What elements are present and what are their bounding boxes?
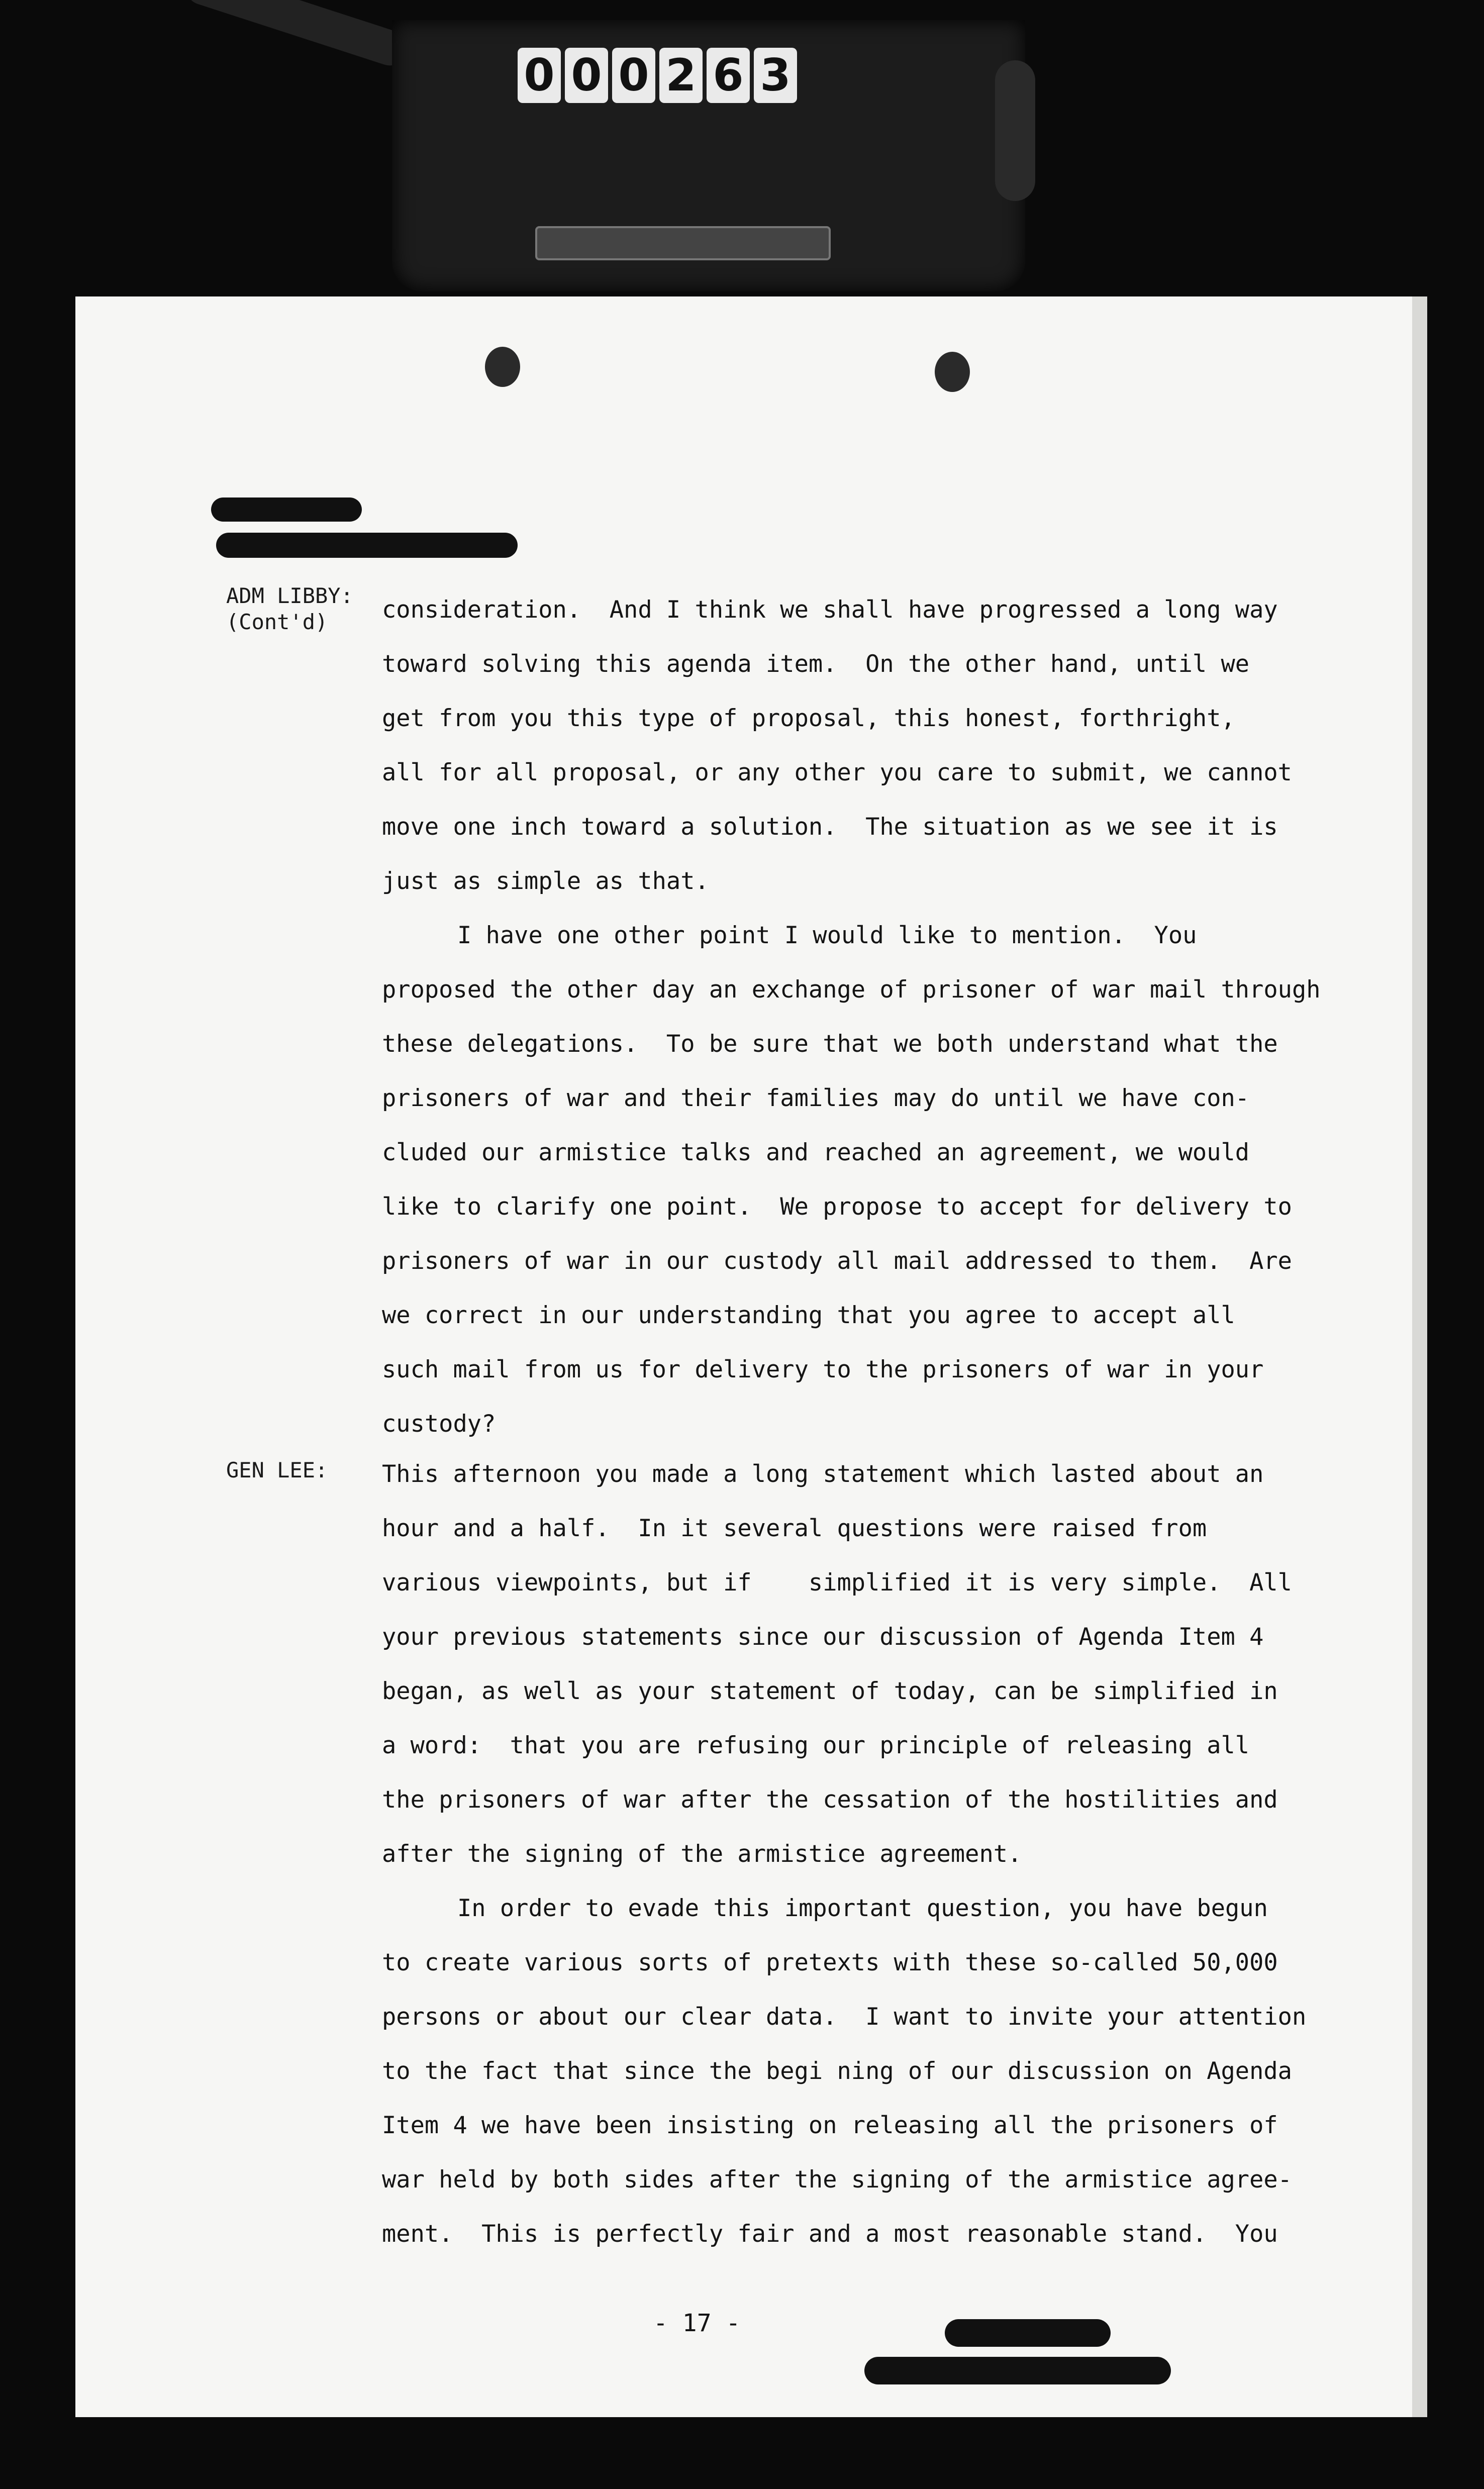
speaker-label-adm-libby: ADM LIBBY: (Cont'd) bbox=[226, 583, 353, 634]
redaction-bar bbox=[864, 2357, 1171, 2384]
text-line: various viewpoints, but if simplified it is very simple. All bbox=[382, 1569, 1292, 1597]
text-line: custody? bbox=[382, 1410, 496, 1438]
redaction-bar bbox=[216, 533, 518, 558]
redaction-bar bbox=[945, 2319, 1111, 2347]
text-line: began, as well as your statement of today, can be simplified in bbox=[382, 1677, 1278, 1705]
counter-label-slot bbox=[535, 226, 831, 260]
text-line: a word: that you are refusing our principle of releasing all bbox=[382, 1732, 1250, 1759]
text-line: I have one other point I would like to mention. You bbox=[457, 922, 1197, 949]
text-line: proposed the other day an exchange of prisoner of war mail through bbox=[382, 976, 1321, 1004]
counter-digit: 0 bbox=[565, 48, 608, 103]
paragraph bbox=[382, 1447, 1317, 1881]
speech-adm-libby bbox=[382, 583, 1321, 1451]
text-line: like to clarify one point. We propose to accept for delivery to bbox=[382, 1193, 1292, 1221]
punch-hole bbox=[485, 347, 520, 387]
text-line: prisoners of war in our custody all mail addressed to them. Are bbox=[382, 1247, 1292, 1275]
text-line: toward solving this agenda item. On the other hand, until we bbox=[382, 650, 1250, 678]
speaker-label-gen-lee: GEN LEE: bbox=[226, 1458, 328, 1482]
counter-digit: 0 bbox=[518, 48, 561, 103]
text-line: all for all proposal, or any other you care to submit, we cannot bbox=[382, 759, 1292, 786]
text-line: to the fact that since the begi ning of our discussion on Agenda bbox=[382, 2057, 1292, 2085]
paragraph bbox=[382, 583, 1317, 909]
text-line: ment. This is perfectly fair and a most reasonable stand. You bbox=[382, 2220, 1278, 2248]
text-line: prisoners of war and their families may do until we have con- bbox=[382, 1084, 1250, 1112]
counter-cable bbox=[181, 0, 412, 70]
counter-digit: 6 bbox=[707, 48, 750, 103]
counter-digit: 3 bbox=[754, 48, 797, 103]
text-line: such mail from us for delivery to the prisoners of war in your bbox=[382, 1356, 1264, 1383]
text-line: your previous statements since our discussion of Agenda Item 4 bbox=[382, 1623, 1264, 1651]
page-number: - 17 - bbox=[653, 2309, 741, 2337]
paragraph bbox=[382, 909, 1321, 1451]
paragraph bbox=[382, 1881, 1317, 2261]
frame-counter-digits bbox=[518, 48, 797, 103]
text-line: move one inch toward a solution. The situation as we see it is bbox=[382, 813, 1278, 841]
text-line: after the signing of the armistice agreement. bbox=[382, 1840, 1022, 1868]
text-line: In order to evade this important question, you have begun bbox=[457, 1895, 1268, 1922]
text-line: consideration. And I think we shall have progressed a long way bbox=[382, 596, 1278, 624]
text-line: to create various sorts of pretexts with these so-called 50,000 bbox=[382, 1949, 1278, 1976]
redaction-bar bbox=[211, 497, 362, 522]
page-edge bbox=[1412, 296, 1427, 2417]
text-line: we correct in our understanding that you agree to accept all bbox=[382, 1302, 1235, 1329]
text-line: cluded our armistice talks and reached an agreement, we would bbox=[382, 1139, 1250, 1166]
speech-gen-lee bbox=[382, 1447, 1317, 2261]
counter-knob bbox=[995, 60, 1035, 201]
text-line: This afternoon you made a long statement which lasted about an bbox=[382, 1460, 1264, 1488]
counter-digit: 2 bbox=[659, 48, 703, 103]
text-line: the prisoners of war after the cessation of the hostilities and bbox=[382, 1786, 1278, 1814]
counter-digit: 0 bbox=[612, 48, 655, 103]
text-line: hour and a half. In it several questions were raised from bbox=[382, 1515, 1207, 1542]
text-line: get from you this type of proposal, this honest, forthright, bbox=[382, 705, 1235, 732]
punch-hole bbox=[935, 352, 970, 392]
text-line: Item 4 we have been insisting on releasing all the prisoners of bbox=[382, 2112, 1278, 2139]
text-line: war held by both sides after the signing of the armistice agree- bbox=[382, 2166, 1292, 2194]
text-line: persons or about our clear data. I want to invite your attention bbox=[382, 2003, 1307, 2031]
text-line: just as simple as that. bbox=[382, 867, 709, 895]
text-line: these delegations. To be sure that we both understand what the bbox=[382, 1030, 1278, 1058]
